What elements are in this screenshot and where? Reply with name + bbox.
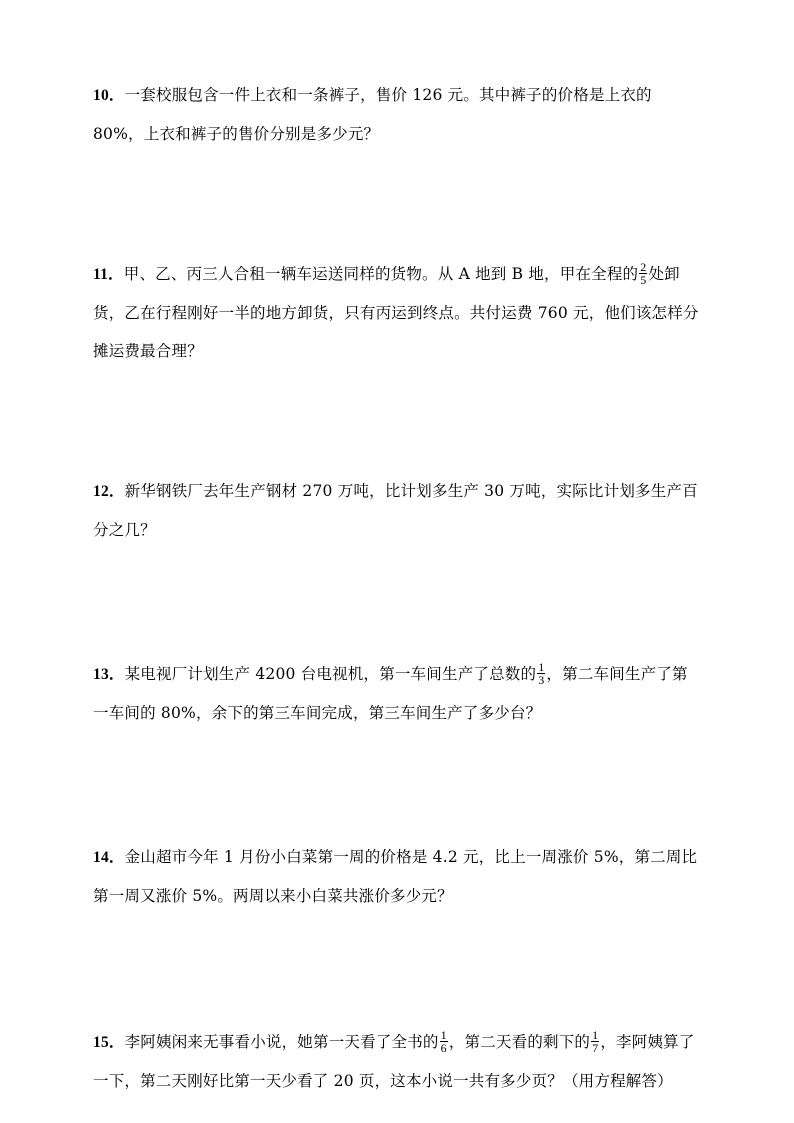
fraction — [537, 661, 545, 686]
question-13 — [93, 655, 703, 732]
question-text: 金山超市今年 1 月份小白菜第一周的价格是 4.2 元，比上一周涨价 5%，第二周比第一周又涨价 5%。两周以来小白菜共涨价多少元？ — [93, 848, 698, 905]
question-text-part: 李阿姨闲来无事看小说，她第一天看了全书的 — [124, 1033, 439, 1051]
question-text-part: 某电视厂计划生产 4200 台电视机，第一车间生产了总数的 — [124, 665, 537, 683]
fraction — [639, 261, 647, 286]
question-15 — [93, 1023, 703, 1100]
fraction-numerator: 1 — [538, 659, 545, 674]
question-number: 14． — [93, 849, 125, 866]
question-text-part: ，李阿姨算了一下，第二天刚好比第一天少看了 20 页，这本小说一共有多少页？（用方程解答） — [93, 1033, 695, 1090]
question-10 — [93, 76, 703, 153]
fraction-denominator: 6 — [440, 1040, 447, 1055]
fraction — [591, 1029, 599, 1054]
question-11 — [93, 255, 703, 370]
question-text-part: 甲、乙、丙三人合租一辆车运送同样的货物。从 A 地到 B 地，甲在全程的 — [123, 265, 639, 283]
question-14 — [93, 838, 703, 915]
question-text: 一套校服包含一件上衣和一条裤子，售价 126 元。其中裤子的价格是上衣的 80%，上衣和裤子的售价分别是多少元？ — [93, 86, 652, 143]
fraction-denominator: 3 — [538, 672, 545, 687]
question-number: 11． — [93, 266, 124, 283]
question-text: 新华钢铁厂去年生产钢材 270 万吨，比计划多生产 30 万吨，实际比计划多生产百分之几？ — [93, 482, 698, 539]
fraction-numerator: 2 — [640, 259, 647, 274]
fraction — [440, 1029, 448, 1054]
question-text-part: ，第二天看的剩下的 — [448, 1033, 591, 1051]
fraction-denominator: 7 — [592, 1040, 599, 1055]
fraction-denominator: 5 — [640, 272, 647, 287]
fraction-numerator: 1 — [440, 1027, 447, 1042]
question-number: 12． — [93, 483, 125, 500]
fraction-numerator: 1 — [592, 1027, 599, 1042]
question-12 — [93, 472, 703, 549]
question-number: 15． — [93, 1034, 125, 1051]
question-text-part: 处卸货，乙在行程刚好一半的地方卸货，只有丙运到终点。共付运费 760 元，他们该怎样分摊运费最合理？ — [93, 265, 699, 360]
question-text-part: ，第二车间生产了第一车间的 80%，余下的第三车间完成，第三车间生产了多少台？ — [93, 665, 688, 722]
question-number: 10． — [93, 87, 125, 104]
question-number: 13． — [93, 666, 125, 683]
